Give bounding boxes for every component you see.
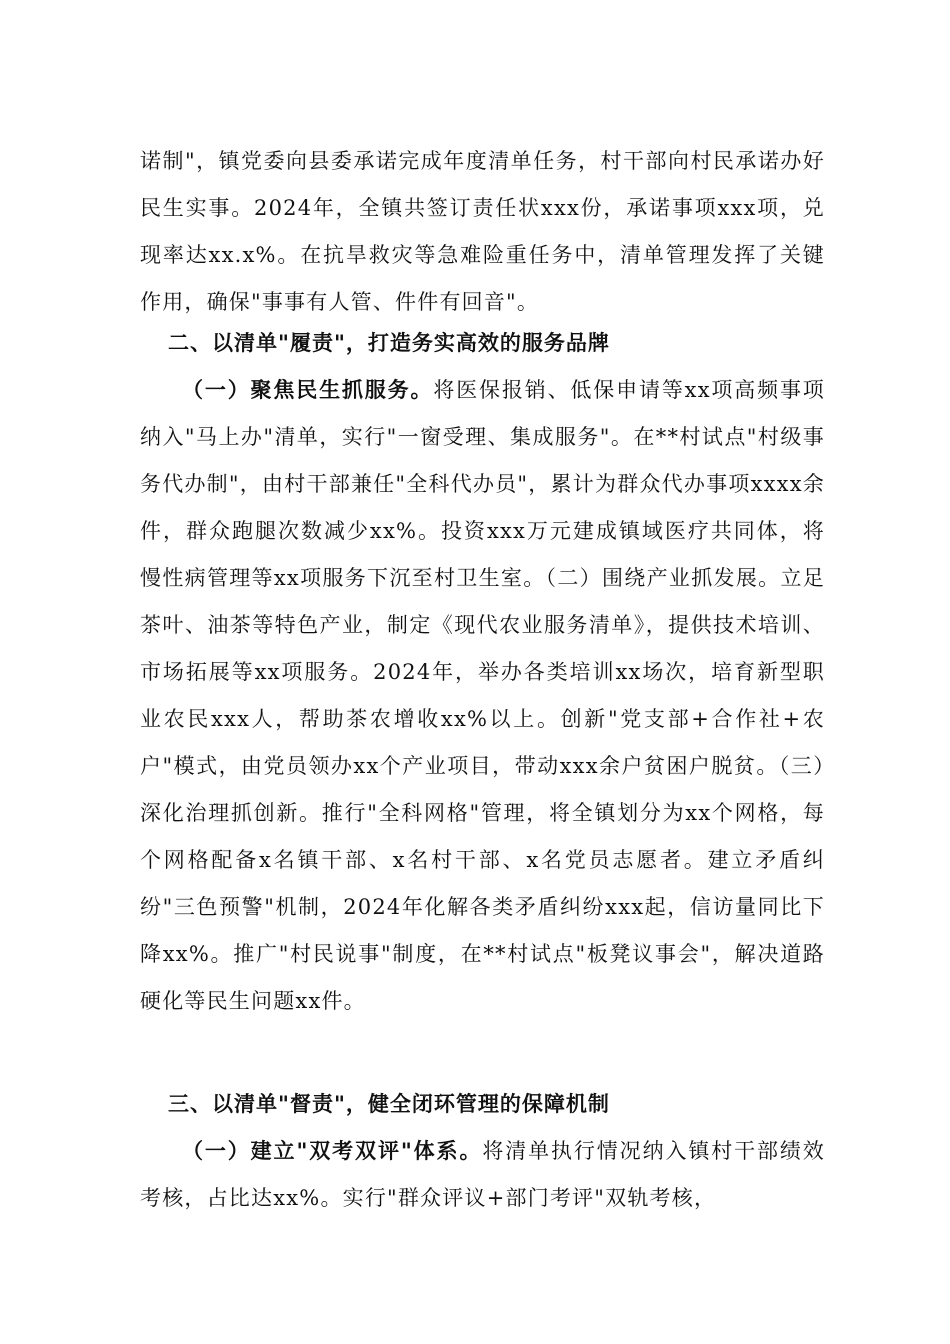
paragraph-continuation: 诺制"，镇党委向县委承诺完成年度清单任务，村干部向村民承诺办好民生实事。2024年，全镇共签订责任状xxx份，承诺事项xxx项，兑现率达xx.x%。在抗旱救灾等急难险重任务中，清单管理发挥了关键作用，确保"事事有人管、件件有回音"。 (140, 149, 825, 314)
section-3-paragraph (140, 1128, 825, 1222)
section-heading-2: 二、以清单"履责"，打造务实高效的服务品牌 (168, 331, 610, 355)
section-2-paragraph (140, 367, 825, 1025)
section-heading-3: 三、以清单"督责"，健全闭环管理的保障机制 (168, 1092, 610, 1116)
section-2-subheading-lead: （一）聚焦民生抓服务。 (182, 378, 434, 402)
section-2-paragraph-body: 将医保报销、低保申请等xx项高频事项纳入"马上办"清单，实行"一窗受理、集成服务"。在**村试点"村级事务代办制"，由村干部兼任"全科代办员"，累计为群众代办事项xxxx余件，群众跑腿次数减少xx%。投资xxx万元建成镇域医疗共同体，将慢性病管理等xx项服务下沉至村卫生室。（二）围绕产业抓发展。立足茶叶、油茶等特色产业，制定《现代农业服务清单》，提供技术培训、市场拓展等xx项服务。2024年，举办各类培训xx场次，培育新型职业农民xxx人，帮助茶农增收xx%以上。创新"党支部+合作社+农户"模式，由党员领办xx个产业项目，带动xxx余户贫困户脱贫。（三）深化治理抓创新。推行"全科网格"管理，将全镇划分为xx个网格，每个网格配备x名镇干部、x名村干部、x名党员志愿者。建立矛盾纠纷"三色预警"机制，2024年化解各类矛盾纠纷xxx起，信访量同比下降xx%。推广"村民说事"制度，在**村试点"板凳议事会"，解决道路硬化等民生问题xx件。 (140, 378, 825, 1013)
section-3-paragraph-body: 将清单执行情况纳入镇村干部绩效考核，占比达xx%。实行"群众评议+部门考评"双轨考核， (140, 1139, 825, 1210)
section-3-subheading-lead: （一）建立"双考双评"体系。 (182, 1139, 483, 1163)
